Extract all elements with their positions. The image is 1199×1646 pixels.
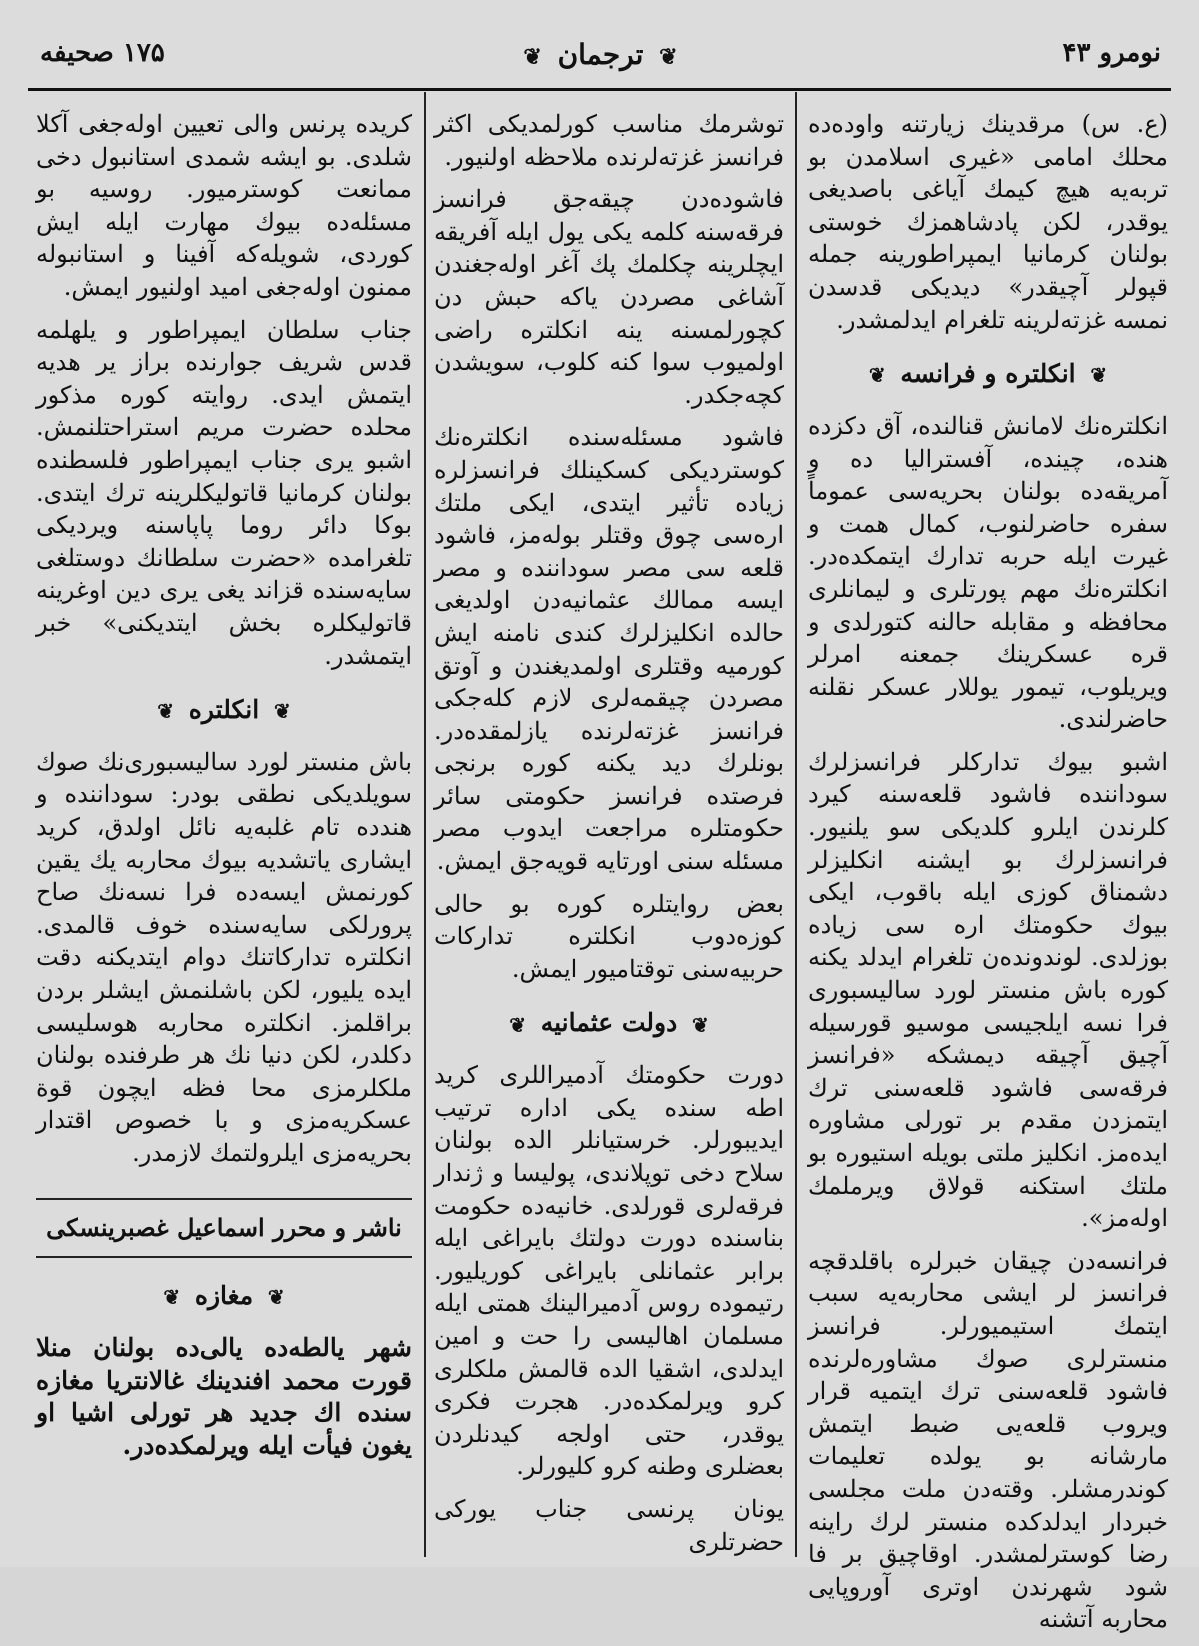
article-paragraph: فاشوده‌دن چیقه‌جق فرانسز فرقه‌سنه کلمه یکی یول ایله آفریقه ایچلرینه چکلمك پك آغر اوله‌جغندن آشاغی مصردن یاکه حبش دن کچورلمسنه ینه انکلتره راضی اولمیوب سوا کنه کلوب، سویشدن کچه‌جکدر. <box>434 185 784 409</box>
newspaper-title-block <box>30 38 1171 71</box>
ornament-icon: ❦ <box>267 1285 285 1310</box>
issue-number: نومرو ۴۳ <box>1062 38 1161 68</box>
page-number: ۱۷۵ صحیفه <box>40 38 165 68</box>
article-paragraph: بعض روایتلره کوره بو حالی کوزه‌دوب انکلتره تدارکات حربیه‌سنی توقتامیور ایمش. <box>434 889 784 983</box>
article-paragraph: انکلتره‌نك لامانش قنالنده، آق دکزده هنده، چینده، آفستراليا ده و آمریقه‌ده بولنان بحریه‌سی عموماً سفره حاضرلنوب، کمال همت و غیرت ایله حربه تدارك ایتمکده‌در. انکلتره‌نك مهم پورتلری و لیمانلری محافظه و مقابله حالنه کتورلدی و قره عسکرینك جمعنه امرلر ویریلوب، تیمور یوللار عسکر نقلنه حاضرلندی. <box>808 411 1168 734</box>
article-paragraph: فاشود مسئله‌سنده انکلتره‌نك کوستردیکی کسکینلك فرانسزلره زیاده تأثیر ایتدی، ایکی ملتك اره‌سی چوق وقتلر بوله‌مز، فاشود قلعه سی مصر سوداننده و مصر ایسه ممالك عثمانیه‌دن اولدیغی حالده انکلیزلرك کندی نامنه ایش کورمیه وقتلری اولمدیغندن و آوتق مصردن چیقمه‌لری لازم کله‌جکی فرانسز غزته‌لرنده یازلمقده‌در. بونلرك دید یکنه کوره برنجی فرصتده فرانسز حکومتی سائر حکومتلره مراجعت ایدوب مصر مسئله سنی اورتایه قویه‌جق ایمش. <box>434 423 784 876</box>
column-middle <box>434 108 784 1568</box>
ornament-icon: ❦ <box>691 1012 709 1037</box>
masthead <box>30 28 1171 88</box>
publisher-line: ناشر و محرر اسماعیل غصبرینسکی <box>36 1198 412 1259</box>
article-paragraph: اشبو بیوك تدارکلر فرانسزلرك سوداننده فاشود قلعه‌سنه کیرد کلرندن ایلرو کلدیکی سو یلنیور. فرانسزلرك بو ایشنه انکلیزلر دشمناق کوزی ایله باقوب، ایکی بیوك حکومتك اره‌ سی زیاده بوزلدی. لوندونده‌ن تلغرام ایدلد یکنه کوره باش منستر لورد سالیسبوری فرا نسه ایلجیسی موسیو قورسیله آچیق آچیقه دیمشکه «فرانسز فرقه‌سی فاشود قلعه‌سنی ترك ایتمزدن مقدم بر تورلی مشاوره ایده‌مز. انکلیز ملتی بویله استیوره بو ملتك استکنه قولاق ویرملمك اوله‌مز». <box>808 747 1168 1233</box>
article-paragraph: (ع. س) مرقدینك زیارتنه واوده‌ده محلك امامی «غیری اسلامدن بو تربه‌یه هیچ کیمك آیاغی باصدیغی یوقدر، لکن پادشاهمزك خوستی بولنان کرمانیا ایمپراطورینه جمله قپولر آچیقدر» دیدیکی قدسدن نمسه غزته‌لرینه تلغرام ایدلمشدر. <box>808 110 1168 334</box>
section-title: دولت عثمانیه <box>540 1008 678 1038</box>
column-left <box>36 108 412 1472</box>
article-paragraph: فرانسه‌دن چیقان خبرلره باقلدقچه فرانسز لر ایشی محاربه‌یه سبب ایتمك استیمیورلر. فرانسز منسترلری صوك مشاوره‌لرنده فاشود قلعه‌سنی ترك ایتمیه قرار ویروب قلعه‌یی ضبط ایتمش مارشانه بو یولده تعلیمات کوندرمشلر. وقته‌دن ملت مجلسی خبردار ایدلدکده منستر لرك راینه رضا کوسترلمشدر. اوقاچیق بر فا شود شهرندن اوتری آوروپایی محاربه آتشنه <box>808 1246 1168 1634</box>
header-rule <box>28 88 1171 91</box>
column-divider <box>795 92 797 1557</box>
ornament-icon: ❦ <box>1090 363 1108 388</box>
ornament-icon: ❦ <box>659 43 678 70</box>
newspaper-title: ترجمان <box>557 38 644 71</box>
article-paragraph: کریده پرنس والی تعیین اوله‌جغی آکلا شلدی. بو ایشه شمدی استانبول دخی ممانعت کوسترمیور. روسیه بو مسئله‌ده بیوك مهارت ایله ایش کوردی، شویله‌که آفینا و استانبوله ممنون اوله‌جغی امید اولنیور ایمش. <box>36 110 412 301</box>
ornament-icon: ❦ <box>509 1012 527 1037</box>
ornament-icon: ❦ <box>157 699 175 724</box>
section-title: انکلتره و فرانسه <box>900 359 1076 389</box>
section-heading <box>36 694 412 728</box>
ornament-icon: ❦ <box>163 1285 181 1310</box>
section-title: مغازه <box>194 1281 254 1311</box>
article-paragraph: توشرمك مناسب کورلمدیکی اکثر فرانسز غزته‌لرنده ملاحظه اولنیور. <box>434 110 784 171</box>
ornament-icon: ❦ <box>868 363 886 388</box>
section-heading <box>434 1007 784 1041</box>
section-heading <box>808 358 1168 392</box>
article-paragraph: باش منستر لورد سالیسبوری‌نك صوك سویلدیکی نطقی بودر: سوداننده و هندده تام غلبه‌یه نائل اولدق، کرید ایشاری یاتشدیه بیوك محاربه یك یقین کورنمش ایسه‌ده فرا نسه‌نك صاح پرورلکی سایه‌سنده خوف قالمدی. انکلتره تدارکاتنك دوام ایتدیکنه دقت ایده یلیور، لکن باشلنمش ایشلر بردن براقلمز. انکلتره محاربه هوسلیسی دکلدر، لکن دنیا نك هر طرفنده بولنان ملکلرمزی محا فظه ایچون قوة عسکریه‌مزی و با خصوص اقتدار بحریه‌مزی ایلرولتمك لازمدر. <box>36 747 412 1168</box>
article-paragraph: یونان پرنسی جناب یورکی حضرتلری <box>434 1494 784 1556</box>
article-paragraph: جناب سلطان ایمپراطور و یلهلمه قدس شریف جوارنده براز یر هدیه ایتمش ایدی. روایته کوره مذکور محلده حضرت مریم استراحتلنمش. اشبو یری جناب ایمپراطور فلسطنده بولنان کرمانیا قاتولیکلرینه ترك ایتدی. بوکا دائر روما پاپاسنه ویردیکی تلغرامده «حضرت سلطانك دوستلغی سایه‌سنده قزاند یغی یری دین اوغرینه قاتولیکلره بخش ایتدیکنی» خبر ایتمشدر. <box>36 315 412 670</box>
ornament-icon: ❦ <box>273 699 291 724</box>
column-right <box>808 108 1168 1646</box>
section-heading <box>36 1280 412 1314</box>
section-title: انکلتره <box>188 695 260 725</box>
column-divider <box>424 92 426 1557</box>
advertisement-paragraph: شهر یالطه‌ده یالی‌ده بولنان منلا قورت محمد افندینك غالانتریا مغازه سنده اك جدید هر تورلی اشیا او یغون فیأت ایله ویرلمکده‌در. <box>36 1333 412 1460</box>
article-paragraph: دورت حکومتك آدمیراللری کرید اطه سنده یکی اداره ترتیب ایدیبورلر. خرستیانلر الده بولنان سلاح دخی توپلاندی، پولیسا و ژندار فرقه‌لری قورلدی. خانیه‌ده حکومت بناسنده دورت دولتك بایراغی ایله برابر عثمانلی بایراغی کوریلیور. رتیموده روس آدمیرالینك همتی ایله مسلمان اهالیسی را حت و امین ایدلدی، اشقیا الده قالمش ملکلری کرو ویرلمکده‌در. هجرت فکری یوقدر، حتی اولجه کیدنلردن بعضلری وطنه کرو کلیورلر. <box>434 1061 784 1481</box>
ornament-icon: ❦ <box>523 43 542 70</box>
